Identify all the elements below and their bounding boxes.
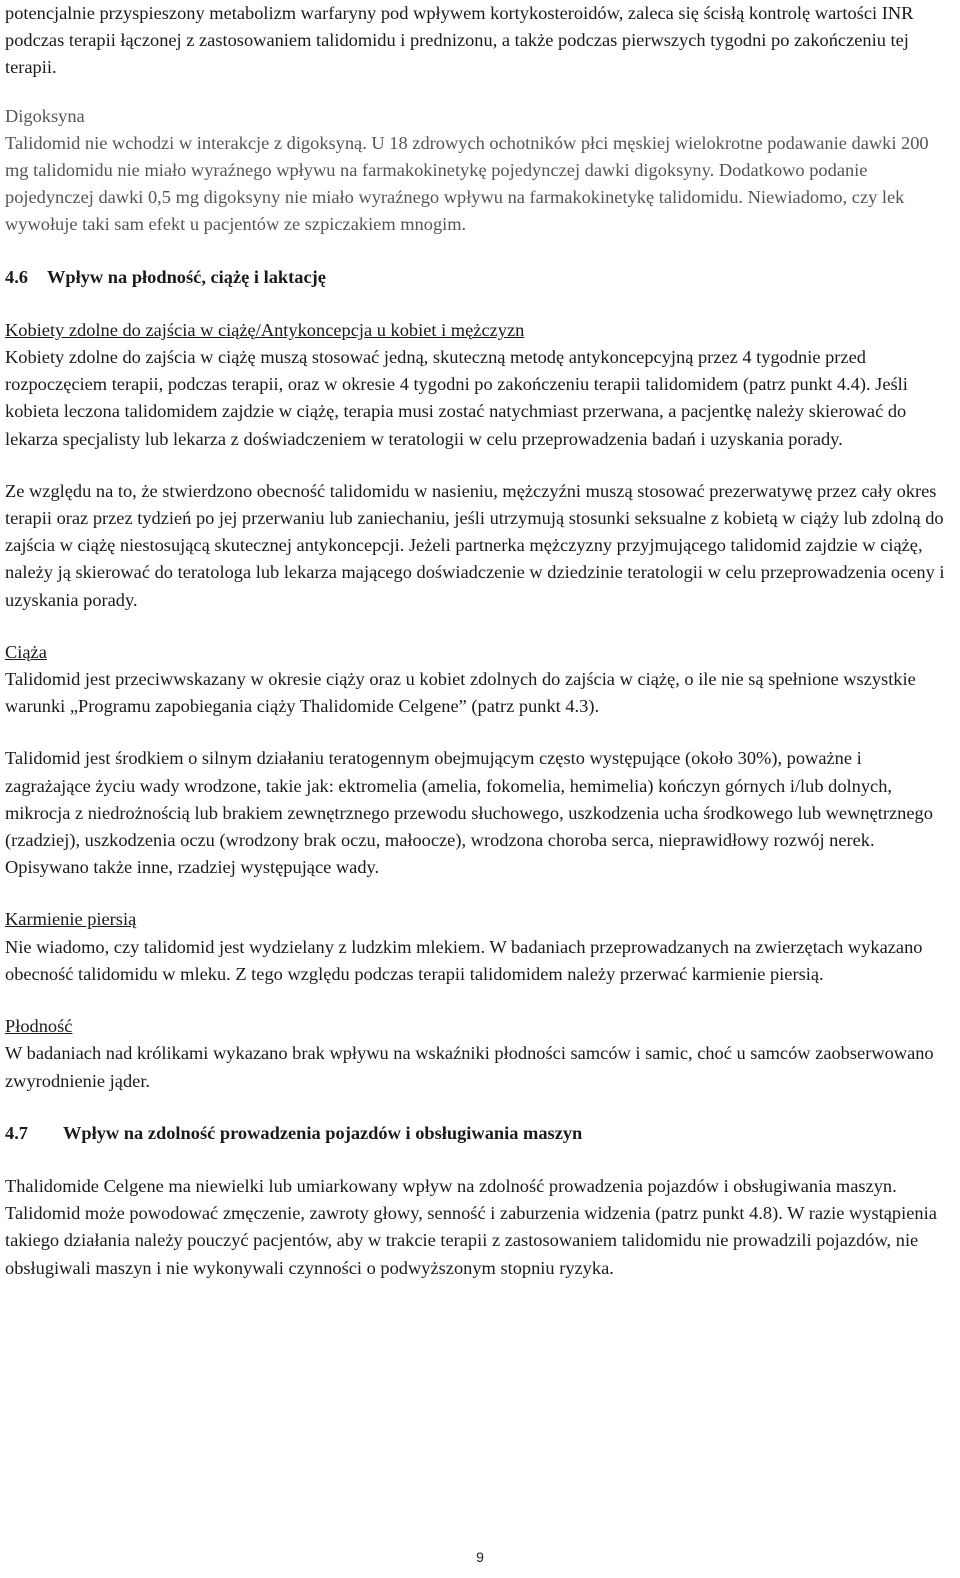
contraception-heading: Kobiety zdolne do zajścia w ciążę/Antykoncepcja u kobiet i mężczyzn: [5, 319, 525, 340]
digoxin-heading: Digoksyna: [5, 105, 85, 126]
spacer: [5, 1147, 950, 1173]
breastfeeding-heading: Karmienie piersią: [5, 909, 137, 930]
section-4-7-heading: [5, 1120, 950, 1147]
document-page: [5, 0, 950, 1282]
page-number: 9: [476, 1549, 484, 1565]
spacer: [5, 239, 950, 264]
men-contraception-paragraph: Ze względu na to, że stwierdzono obecność talidomidu w nasieniu, mężczyźni muszą stosować prezerwatywę przez cały okres terapii oraz przez tydzień po jej przerwaniu lub zaniechaniu, jeśli utrzymują stosunki seksualne z kobietą w ciąży lub zdolną do zajścia w ciążę niestosującą skutecznej antykoncepcji. Jeżeli partnerka mężczyzny przyjmującego talidomid zajdzie w ciążę, należy ją skierować do teratologa lub lekarza mającego doświadczenie w dziedzinie teratologii w celu przeprowadzenia oceny i uzyskania porady.: [5, 480, 945, 610]
section-number: 4.6: [5, 266, 28, 287]
section-title: Wpływ na płodność, ciążę i laktację: [47, 266, 326, 287]
spacer: [5, 291, 950, 317]
section-title: Wpływ na zdolność prowadzenia pojazdów i obsługiwania maszyn: [63, 1122, 583, 1143]
breastfeeding-paragraph: Nie wiadomo, czy talidomid jest wydzielany z ludzkim mlekiem. W badaniach przeprowadzanych na zwierzętach wykazano obecność talidomidu w mleku. Z tego względu podczas terapii talidomidem należy przerwać karmienie piersią.: [5, 936, 923, 984]
spacer: [5, 988, 950, 1013]
spacer: [5, 82, 950, 103]
contraception-paragraph: Kobiety zdolne do zajścia w ciążę muszą stosować jedną, skuteczną metodę antykoncepcyjną przez 4 tygodnie przed rozpoczęciem terapii, podczas terapii, oraz w okresie 4 tygodni po zakończeniu terapii talidomidem (patrz punkt 4.4). Jeśli kobieta leczona talidomidem zajdzie w ciążę, terapia musi zostać natychmiast przerwana, a pacjentkę należy skierować do lekarza specjalisty lub lekarza z doświadczeniem w teratologii w celu przeprowadzenia badań i uzyskania porady.: [5, 347, 908, 449]
fertility-heading: Płodność: [5, 1016, 73, 1037]
fertility-paragraph: W badaniach nad królikami wykazano brak wpływu na wskaźniki płodności samców i samic, choć u samców zaobserwowano zwyrodnienie jąder.: [5, 1043, 934, 1091]
teratogen-paragraph: Talidomid jest środkiem o silnym działaniu teratogennym obejmującym często występujące (około 30%), poważne i zagrażające życiu wady wrodzone, takie jak: ektromelia (amelia, fokomelia, hemimelia) kończyn górnych i/lub dolnych, mikrocja z niedrożnością lub brakiem zewnętrznego przewodu słuchowego, uszkodzenia ucha środkowego lub wewnętrznego (rzadziej), uszkodzenia oczu (wrodzony brak oczu, małoocze), wrodzona choroba serca, nieprawidłowy rozwój nerek. Opisywano także inne, rzadziej występujące wady.: [5, 748, 933, 878]
pregnancy-heading: Ciąża: [5, 641, 47, 662]
section-4-6-heading: [5, 264, 950, 291]
spacer: [5, 453, 950, 478]
section-number: 4.7: [5, 1122, 28, 1143]
driving-paragraph: Thalidomide Celgene ma niewielki lub umiarkowany wpływ na zdolność prowadzenia pojazdów i obsługiwania maszyn. Talidomid może powodować zmęczenie, zawroty głowy, senność i zaburzenia widzenia (patrz punkt 4.8). W razie wystąpienia takiego działania należy pouczyć pacjentów, aby w trakcie terapii z zastosowaniem talidomidu nie prowadzili pojazdów, nie obsługiwali maszyn i nie wykonywali czynności o podwyższonym stopniu ryzyka.: [5, 1175, 937, 1278]
spacer: [5, 614, 950, 639]
digoxin-paragraph: Talidomid nie wchodzi w interakcje z digoksyną. U 18 zdrowych ochotników płci męskiej wielokrotne podawanie dawki 200 mg talidomidu nie miało wyraźnego wpływu na farmakokinetykę pojedynczej dawki digoksyny. Dodatkowo podanie pojedynczej dawki 0,5 mg digoksyny nie miało wyraźnego wpływu na farmakokinetykę talidomidu. Niewiadomo, czy lek wywołuje taki sam efekt u pacjentów ze szpiczakiem mnogim.: [5, 132, 929, 235]
spacer: [5, 1095, 950, 1120]
spacer: [5, 720, 950, 745]
pregnancy-paragraph: Talidomid jest przeciwwskazany w okresie ciąży oraz u kobiet zdolnych do zajścia w ciążę, o ile nie są spełnione wszystkie warunki „Programu zapobiegania ciąży Thalidomide Celgene” (patrz punkt 4.3).: [5, 669, 916, 717]
intro-paragraph: potencjalnie przyspieszony metabolizm warfaryny pod wpływem kortykosteroidów, zaleca się ścisłą kontrolę wartości INR podczas terapii łączonej z zastosowaniem talidomidu i prednizonu, a także podczas pierwszych tygodni po zakończeniu tej terapii.: [5, 3, 914, 78]
spacer: [5, 881, 950, 906]
